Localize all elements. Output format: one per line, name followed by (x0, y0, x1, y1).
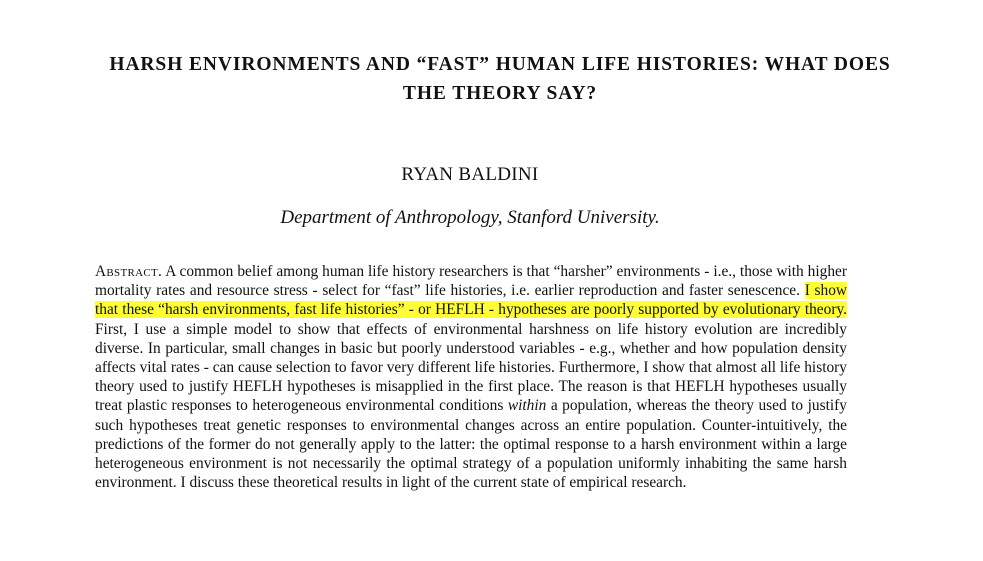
abstract-text-part-2: First, I use a simple model to show that effects of environmental harshness on life history evolution are incredibly diverse. In particular, small changes in basic but poorly understood variables - e.g., whether and how population density affects vital rates - can cause selection to favor very different life histories. Furthermore, I show that almost all life history theory used to justify HEFLH hypotheses is misapplied in the first place. The reason is that HEFLH hypotheses usually treat plastic responses to heterogeneous environmental conditions (95, 320, 847, 415)
abstract-label: Abstract. (95, 263, 163, 280)
paper-title-line-1: HARSH ENVIRONMENTS AND “FAST” HUMAN LIFE HISTORIES: WHAT DOES (109, 54, 891, 75)
highlighted-sentence: I show that these “harsh environments, fast life histories” - or HEFLH - hypotheses are poorly supported by evolutionary theory. (95, 282, 848, 319)
paper-title (30, 50, 970, 108)
author-name: RYAN BALDINI (401, 164, 539, 185)
paper-title-line-2: THE THEORY SAY? (402, 83, 598, 104)
abstract-text-part-3: a population, whereas the theory used to justify such hypotheses treat genetic responses to environmental changes across an entire population. Counter-intuitively, the predictions of the former do not generally apply to the latter: the optimal response to a harsh environment within a large heterogeneous environment is not necessarily the optimal strategy of a population uniformly inhabiting the same harsh environment. I discuss these theoretical results in light of the current state of empirical research. (95, 397, 847, 492)
abstract-text-part-1: A common belief among human life history researchers is that “harsher” environments - i.e., those with higher mortality rates and resource stress - select for “fast” life histories, i.e. earlier reproduction and faster senescence. (95, 263, 848, 300)
abstract-block (95, 262, 847, 492)
author-affiliation: Department of Anthropology, Stanford University. (280, 207, 660, 228)
abstract-emphasis: within (507, 397, 547, 415)
